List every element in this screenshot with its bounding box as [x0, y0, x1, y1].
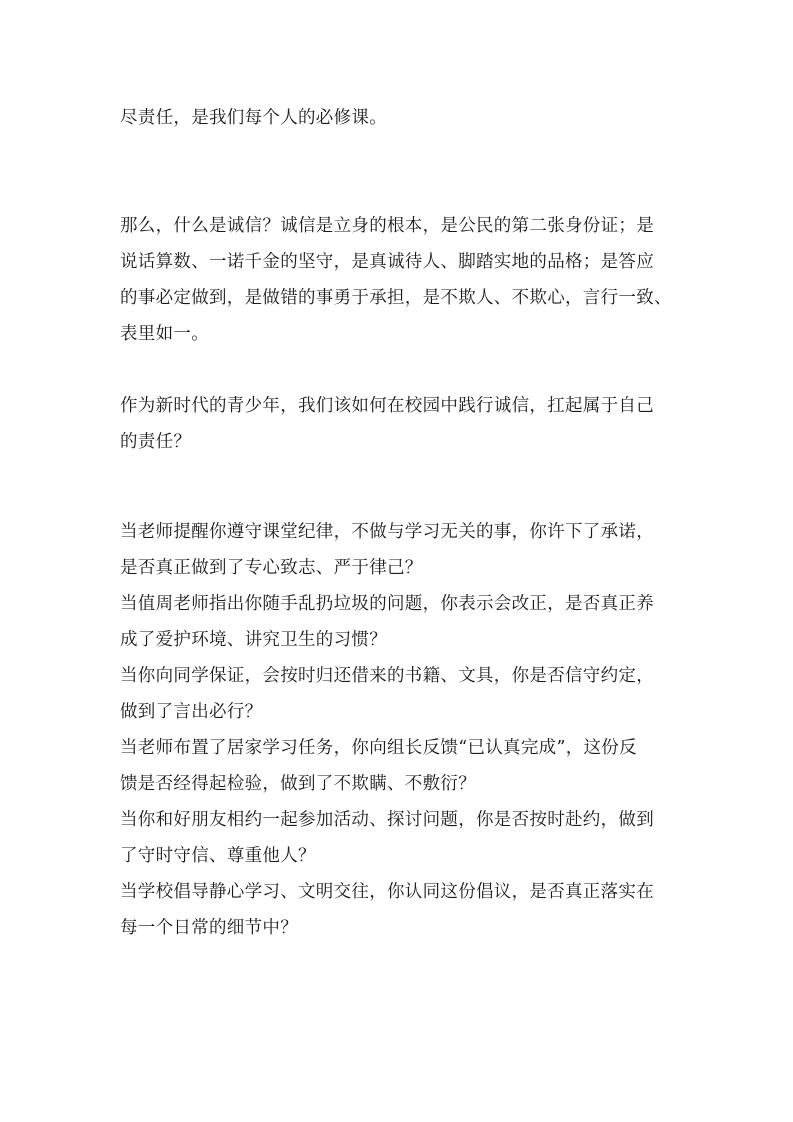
- paragraph-line: 说话算数、一诺千金的坚守，是真诚待人、脚踏实地的品格；是答应: [120, 252, 654, 272]
- paragraph-line: 每一个日常的细节中？: [120, 918, 298, 938]
- paragraph-line: 尽责任，是我们每个人的必修课。: [120, 108, 387, 128]
- paragraph-line: 表里如一。: [120, 324, 209, 344]
- paragraph-line: 当你和好朋友相约一起参加活动、探讨问题，你是否按时赴约，做到: [120, 810, 654, 830]
- paragraph-campus-examples: [120, 514, 680, 946]
- paragraph-line: 了守时守信、尊重他人？: [120, 846, 316, 866]
- paragraph-line: 做到了言出必行？: [120, 702, 263, 722]
- paragraph-responsibility: [120, 100, 680, 136]
- paragraph-line: 当学校倡导静心学习、文明交往，你认同这份倡议，是否真正落实在: [120, 882, 654, 902]
- paragraph-line: 当你向同学保证，会按时归还借来的书籍、文具，你是否信守约定，: [120, 666, 654, 686]
- paragraph-line: 馈是否经得起检验，做到了不欺瞒、不敷衍？: [120, 774, 476, 794]
- paragraph-line: 成了爱护环境、讲究卫生的习惯？: [120, 630, 387, 650]
- paragraph-line: 那么，什么是诚信？诚信是立身的根本，是公民的第二张身份证；是: [120, 216, 654, 236]
- paragraph-question: [120, 388, 680, 460]
- paragraph-line: 的事必定做到，是做错的事勇于承担，是不欺人、不欺心，言行一致、: [120, 288, 672, 308]
- paragraph-line: 当值周老师指出你随手乱扔垃圾的问题，你表示会改正，是否真正养: [120, 594, 654, 614]
- paragraph-what-is-integrity: [120, 208, 680, 352]
- paragraph-line: 当老师布置了居家学习任务，你向组长反馈“已认真完成”，这份反: [120, 738, 637, 758]
- paragraph-line: 的责任？: [120, 432, 192, 452]
- paragraph-line: 作为新时代的青少年，我们该如何在校园中践行诚信，扛起属于自己: [120, 396, 654, 416]
- paragraph-line: 当老师提醒你遵守课堂纪律，不做与学习无关的事，你许下了承诺，: [120, 522, 654, 542]
- paragraph-line: 是否真正做到了专心致志、严于律己？: [120, 558, 423, 578]
